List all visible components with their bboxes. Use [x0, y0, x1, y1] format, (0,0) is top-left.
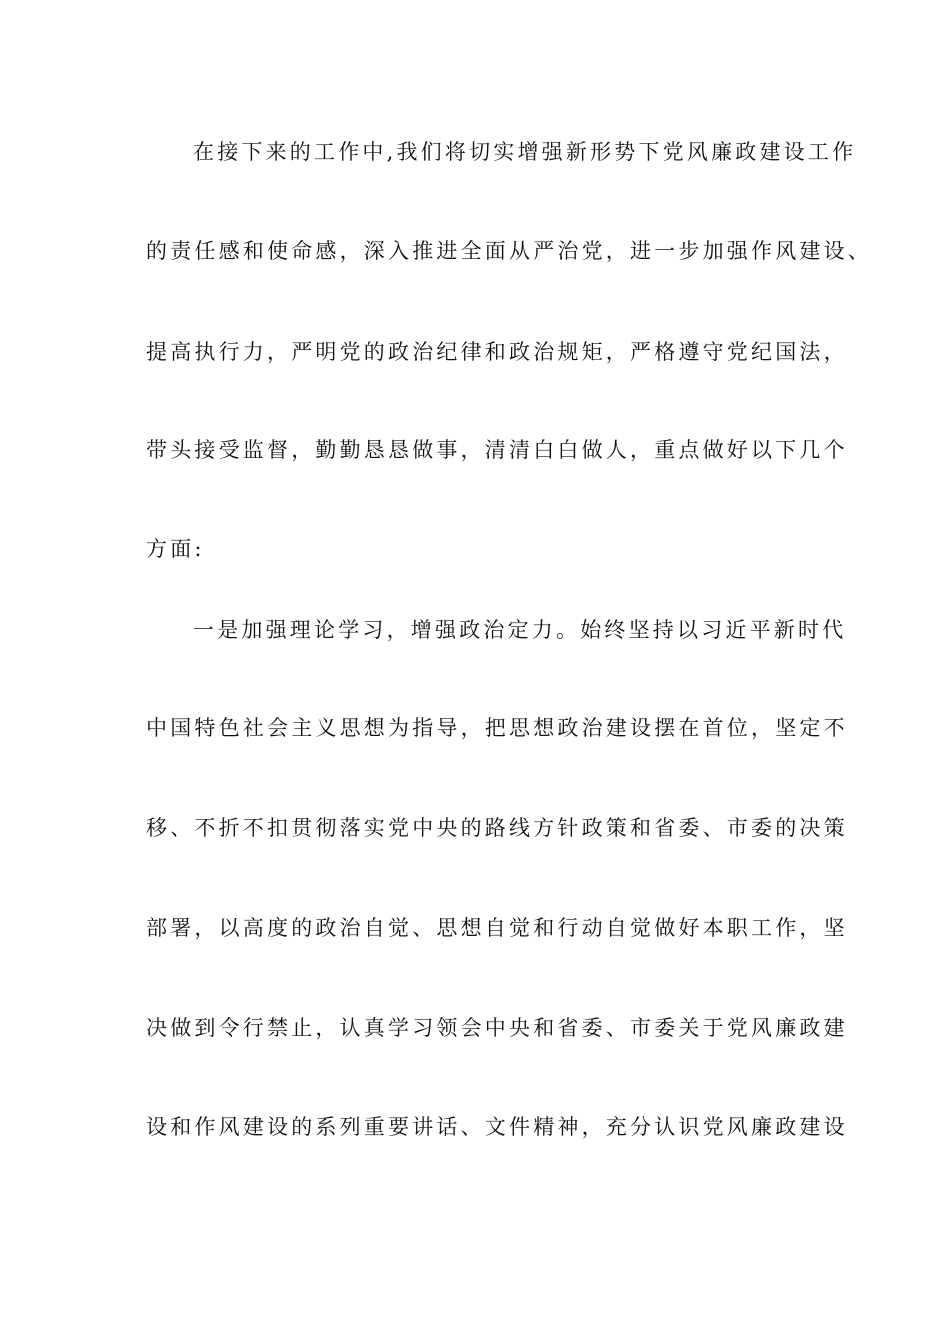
text-line: 一是加强理论学习，增强政治定力。始终坚持以习近平新时代 — [193, 618, 847, 642]
text-line: 部署，以高度的政治自觉、思想自觉和行动自觉做好本职工作，坚 — [146, 916, 848, 940]
text-line: 设和作风建设的系列重要讲话、文件精神，充分认识党风廉政建设 — [146, 1115, 848, 1139]
text-line: 在接下来的工作中,我们将切实增强新形势下党风廉政建设工作 — [193, 140, 857, 164]
text-line: 中国特色社会主义思想为指导，把思想政治建设摆在首位，坚定不 — [146, 716, 848, 740]
text-line: 方面: — [146, 537, 205, 561]
text-line: 移、不折不扣贯彻落实党中央的路线方针政策和省委、市委的决策 — [146, 816, 848, 840]
text-line: 决做到令行禁止，认真学习领会中央和省委、市委关于党风廉政建 — [146, 1016, 848, 1040]
text-line: 的责任感和使命感，深入推进全面从严治党，进一步加强作风建设、 — [146, 239, 872, 263]
text-line: 带头接受监督，勤勤恳恳做事，清清白白做人，重点做好以下几个 — [146, 438, 848, 462]
text-line: 提高执行力，严明党的政治纪律和政治规矩，严格遵守党纪国法， — [146, 340, 848, 364]
